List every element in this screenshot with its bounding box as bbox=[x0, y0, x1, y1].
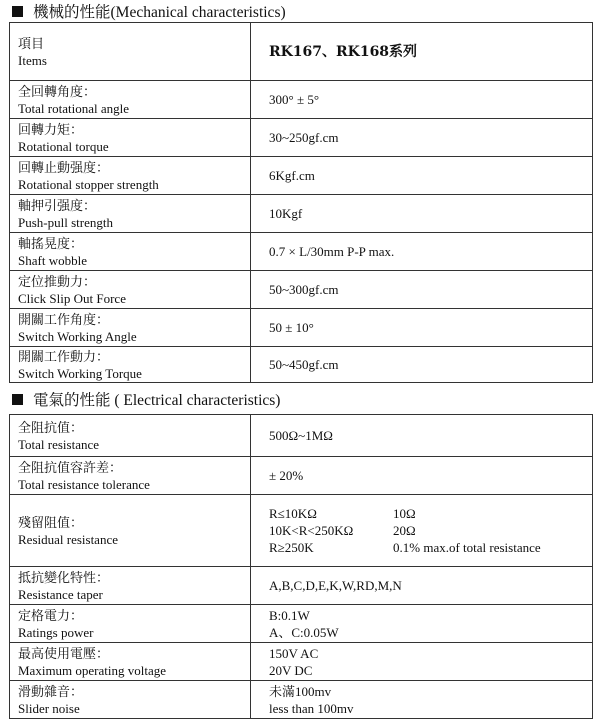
electrical-section-title bbox=[6, 388, 280, 410]
row-label-zh: 抵抗變化特性： bbox=[18, 569, 110, 585]
table-row bbox=[10, 605, 593, 643]
row-label-en: Total rotational angle bbox=[18, 100, 129, 116]
row-value-line: A,B,C,D,E,K,W,RD,M,N bbox=[269, 578, 402, 593]
table-row bbox=[10, 157, 593, 195]
row-value-line: less than 100mv bbox=[269, 700, 354, 716]
row-label-en: Slider noise bbox=[18, 700, 80, 716]
bullet-square-icon bbox=[12, 394, 23, 405]
table-row bbox=[10, 681, 593, 719]
row-label-zh: 最高使用電壓： bbox=[18, 645, 110, 661]
residual-condition: R≥250K bbox=[269, 540, 314, 555]
mechanical-title-text: 機械的性能(Mechanical characteristics) bbox=[33, 4, 286, 21]
residual-value: 10Ω bbox=[393, 506, 416, 521]
row-label-zh: 軸搖晃度： bbox=[18, 235, 84, 251]
row-label-en: Shaft wobble bbox=[18, 252, 87, 268]
residual-condition: R≤10KΩ bbox=[269, 506, 317, 521]
row-value: 6Kgf.cm bbox=[251, 157, 593, 195]
mechanical-table bbox=[9, 22, 593, 383]
row-label-en: Click Slip Out Force bbox=[18, 290, 126, 306]
row-value bbox=[251, 681, 593, 719]
row-value-line: 20V DC bbox=[269, 662, 313, 678]
row-label-zh: 定位推動力： bbox=[18, 273, 97, 289]
row-value bbox=[251, 643, 593, 681]
table-row bbox=[10, 415, 593, 457]
header-value-cell bbox=[251, 23, 593, 81]
row-label-en: Total resistance tolerance bbox=[18, 476, 150, 492]
row-label-zh: 定格電力： bbox=[18, 607, 84, 623]
residual-values bbox=[251, 495, 593, 567]
row-value: 500Ω~1MΩ bbox=[251, 415, 593, 457]
residual-value: 20Ω bbox=[393, 523, 416, 538]
row-label-en: Maximum operating voltage bbox=[18, 662, 167, 678]
row-value: 30~250gf.cm bbox=[251, 119, 593, 157]
table-row bbox=[10, 195, 593, 233]
table-row bbox=[10, 81, 593, 119]
table-row bbox=[10, 347, 593, 383]
row-value bbox=[251, 567, 593, 605]
table-row bbox=[10, 271, 593, 309]
row-value: 50 ± 10° bbox=[251, 309, 593, 347]
row-label-zh: 開關工作動力： bbox=[18, 348, 110, 364]
row-label-en: Rotational stopper strength bbox=[18, 176, 159, 192]
row-label-en: Rotational torque bbox=[18, 138, 109, 154]
row-value: 0.7 × L/30mm P-P max. bbox=[251, 233, 593, 271]
table-row bbox=[10, 233, 593, 271]
residual-value: 0.1% max.of total resistance bbox=[393, 540, 541, 555]
bullet-square-icon bbox=[12, 6, 23, 17]
electrical-title-text: 電氣的性能 ( Electrical characteristics) bbox=[33, 392, 281, 409]
table-row bbox=[10, 119, 593, 157]
row-label-en: Push-pull strength bbox=[18, 214, 113, 230]
row-value: 10Kgf bbox=[251, 195, 593, 233]
row-label-zh: 開關工作角度： bbox=[18, 311, 110, 327]
row-label-zh: 滑動雜音： bbox=[18, 683, 84, 699]
row-label-en: Total resistance bbox=[18, 436, 100, 452]
table-row bbox=[10, 567, 593, 605]
table-row bbox=[10, 309, 593, 347]
row-label-zh: 回轉力矩： bbox=[18, 121, 84, 137]
row-label-zh: 全回轉角度： bbox=[18, 83, 97, 99]
row-label-en: Ratings power bbox=[18, 624, 94, 640]
row-value: 300° ± 5° bbox=[251, 81, 593, 119]
header-label-en: Items bbox=[18, 52, 47, 68]
row-value-line: 未滿100mv bbox=[269, 683, 332, 699]
mechanical-header-row bbox=[10, 23, 593, 81]
row-value-line: B:0.1W bbox=[269, 607, 310, 623]
row-label-zh: 回轉止動强度： bbox=[18, 159, 110, 175]
row-value bbox=[251, 605, 593, 643]
row-label-en: Switch Working Angle bbox=[18, 328, 137, 344]
row-value: ± 20% bbox=[251, 457, 593, 495]
header-label-zh: 項目 bbox=[18, 35, 45, 51]
row-label-en: Resistance taper bbox=[18, 586, 103, 602]
row-value: 50~450gf.cm bbox=[251, 347, 593, 383]
row-label-zh: 全阻抗值容許差： bbox=[18, 459, 123, 475]
row-label-zh: 殘留阻值： bbox=[18, 514, 84, 530]
row-label-en: Switch Working Torque bbox=[18, 365, 142, 381]
electrical-table bbox=[9, 414, 593, 719]
table-row bbox=[10, 457, 593, 495]
residual-condition: 10K<R<250KΩ bbox=[269, 523, 354, 538]
row-label-zh: 軸押引强度： bbox=[18, 197, 97, 213]
row-label-zh: 全阻抗值： bbox=[18, 419, 84, 435]
row-value-line: 150V AC bbox=[269, 645, 319, 661]
series-name: RK167、RK168系列 bbox=[269, 43, 418, 60]
row-value-line: A、C:0.05W bbox=[269, 624, 339, 640]
row-label-en: Residual resistance bbox=[18, 531, 118, 547]
table-row bbox=[10, 643, 593, 681]
residual-resistance-row bbox=[10, 495, 593, 567]
header-label-cell bbox=[10, 23, 251, 81]
mechanical-section-title bbox=[6, 0, 286, 22]
row-value: 50~300gf.cm bbox=[251, 271, 593, 309]
